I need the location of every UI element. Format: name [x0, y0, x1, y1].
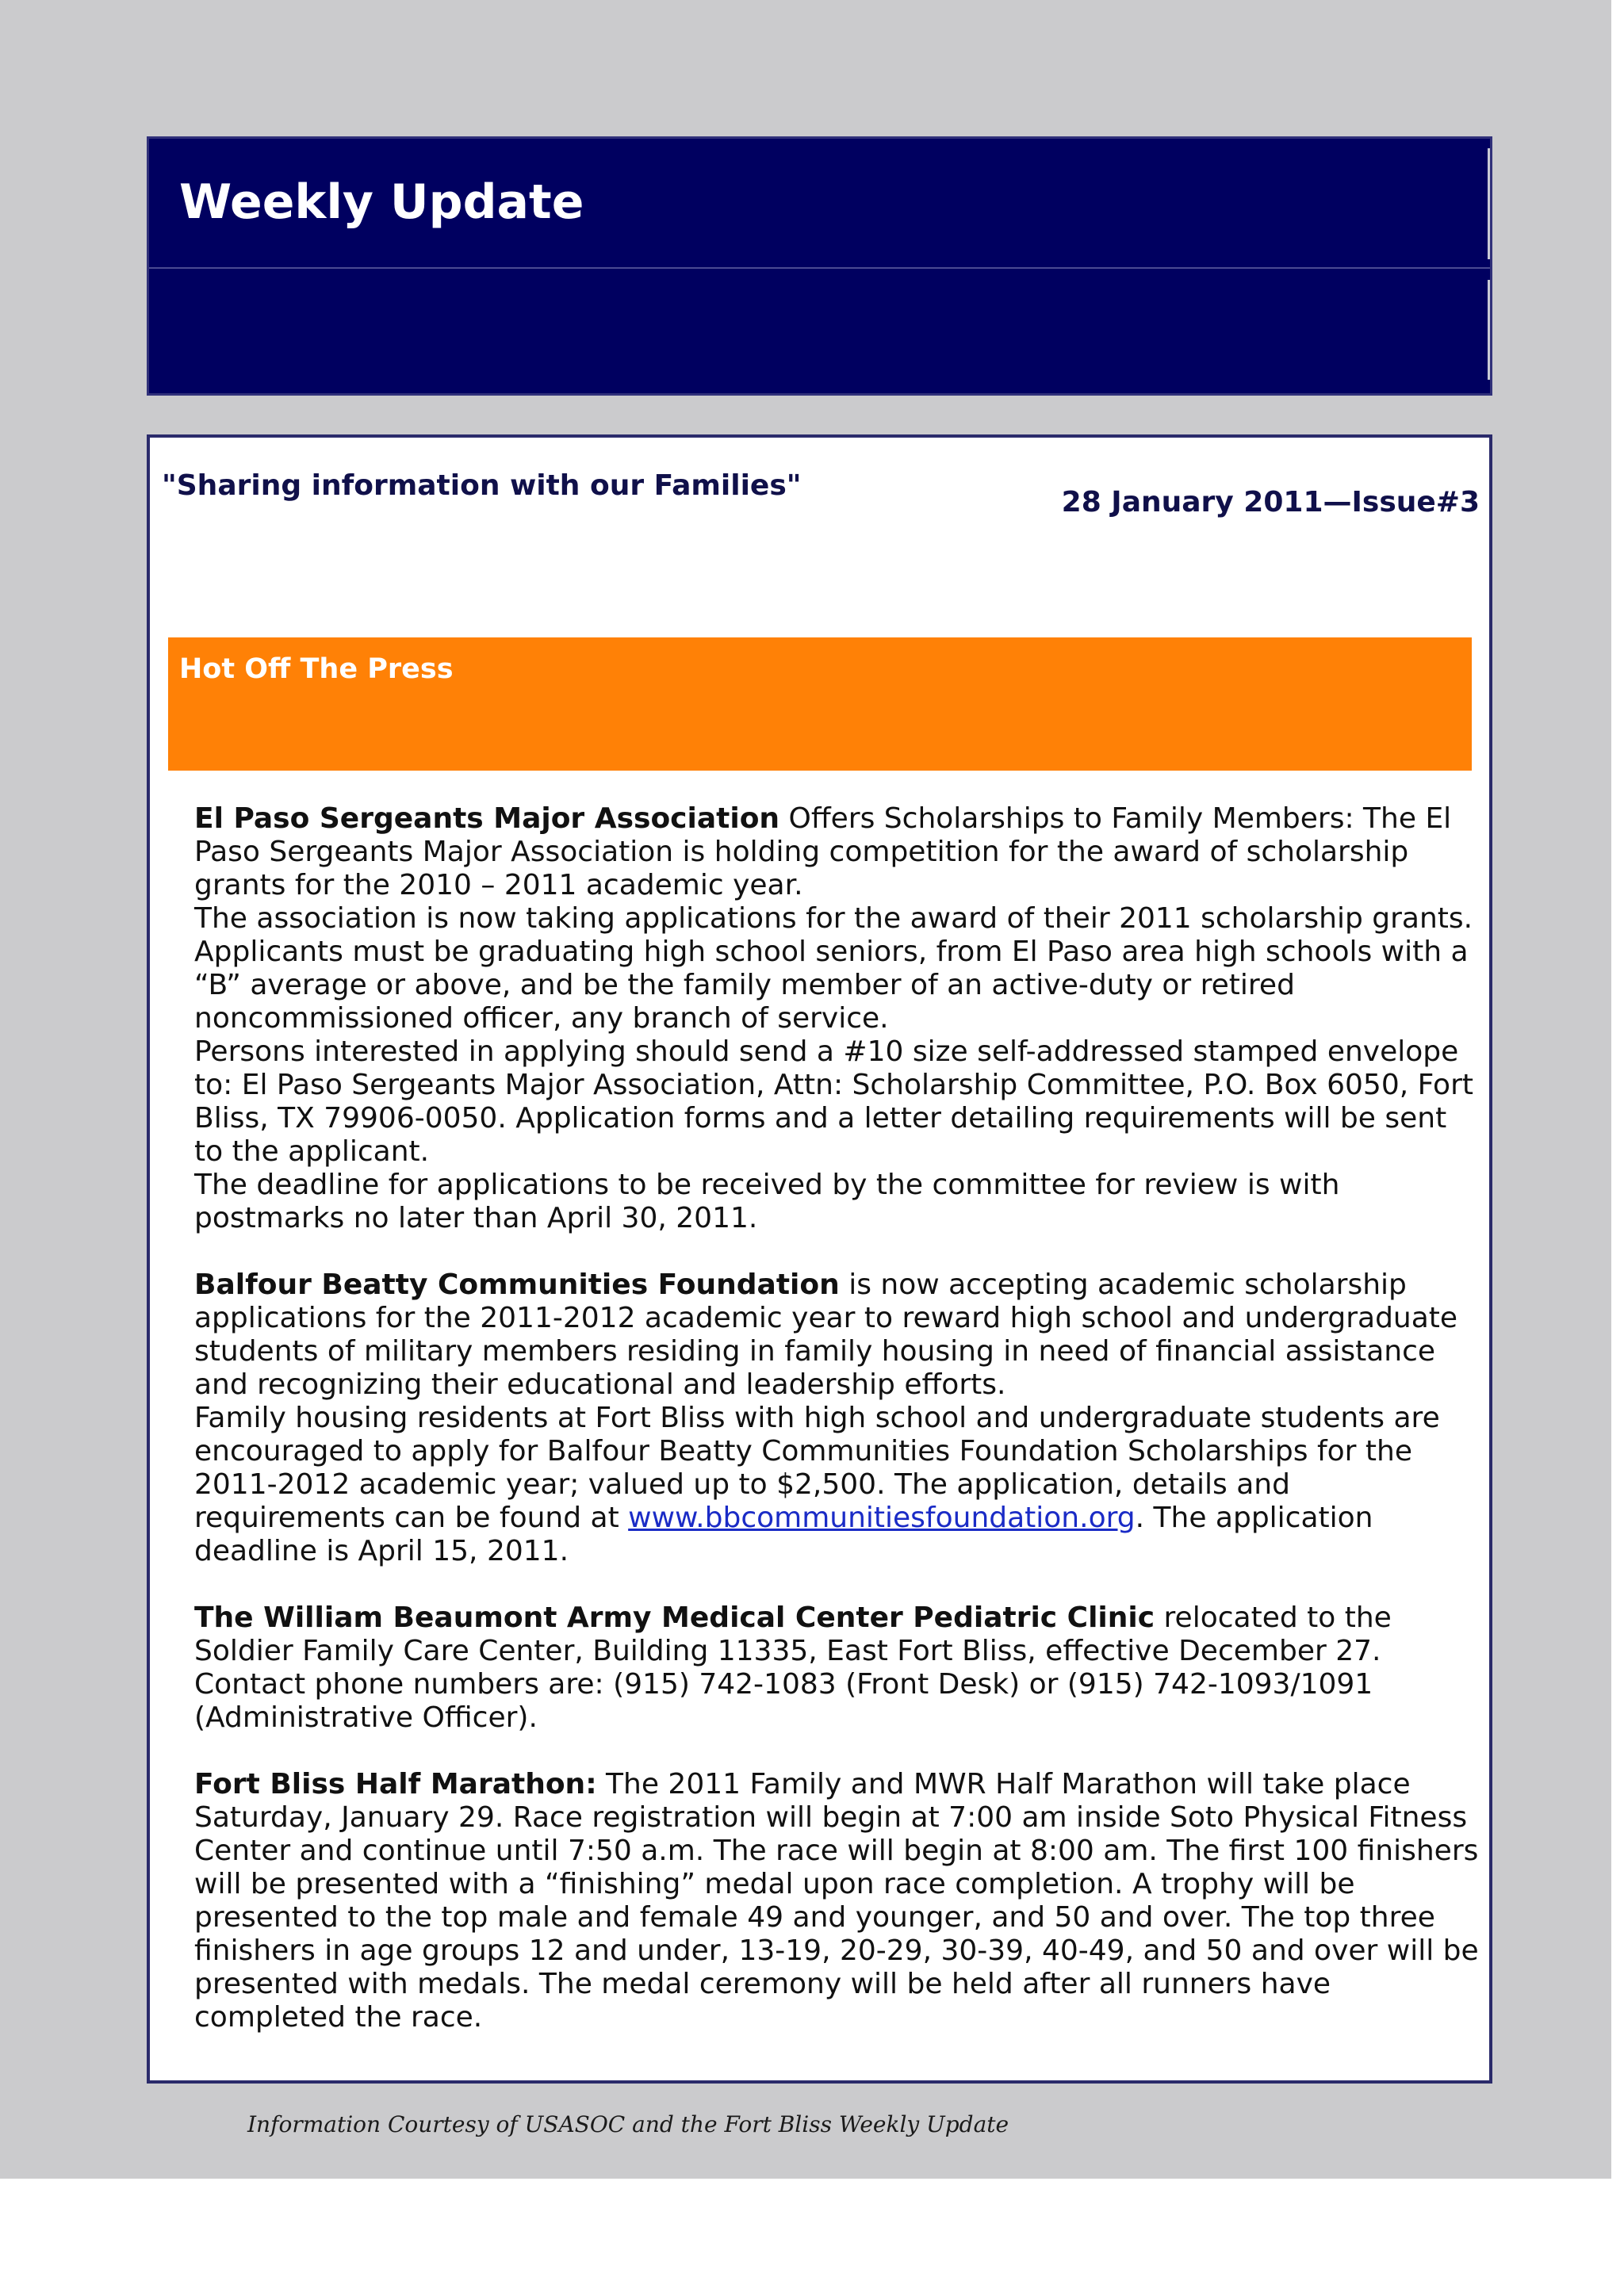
newsletter-body: [147, 434, 1492, 2084]
article-paragraph: [194, 802, 1479, 902]
article-list: [194, 802, 1479, 2068]
article-half-marathon: [194, 1768, 1479, 2034]
article-sgm-scholarship: [194, 802, 1479, 1235]
article-paragraph: The association is now taking applications for the award of their 2011 scholarship grants. Applicants must be graduating high school seniors, from El Paso area high schools with a “B” average or above, and be the family member of an active-duty or retired noncommissioned officer, any branch of service.: [194, 902, 1473, 1035]
article-lead: El Paso Sergeants Major Association: [194, 802, 780, 835]
article-paragraph: [194, 1601, 1479, 1735]
footer-credit: Information Courtesy of USASOC and the Fort Bliss Weekly Update: [247, 2111, 1009, 2137]
tagline: "Sharing information with our Families": [162, 469, 802, 502]
article-lead: The William Beaumont Army Medical Center Pediatric Clinic: [194, 1601, 1155, 1634]
article-paragraph: [194, 1768, 1479, 2034]
article-lead: Fort Bliss Half Marathon:: [194, 1768, 597, 1800]
article-paragraph: [194, 1402, 1479, 1568]
article-balfour-scholarship: [194, 1269, 1479, 1568]
article-text: relocated to the Soldier Family Care Center, Building 11335, East Fort Bliss, effective December 27. Contact phone numbers are: (915) 742-1083 (Front Desk) or (915) 742-1093/1091 (Administrative Officer).: [194, 1601, 1392, 1734]
article-paragraph: Persons interested in applying should send a #10 size self-addressed stamped envelope to: El Paso Sergeants Major Association, Attn: Scholarship Committee, P.O. Box 6050, Fort Bliss, TX 79906-0050. Application forms and a letter detailing requirements will be sent to the applicant.: [194, 1035, 1473, 1168]
section-banner: [168, 637, 1472, 771]
header-edge-line: [1488, 148, 1490, 259]
foundation-link[interactable]: www.bbcommunitiesfoundation.org: [628, 1502, 1136, 1534]
article-text: Family housing residents at Fort Bliss with high school and undergraduate students are encouraged to apply for Balfour Beatty Communities Foundation Scholarships for the 2011-2012 academic year; valued up to $2,500. The application, details and requirements can be found at: [194, 1402, 1440, 1534]
article-text: . The application deadline is April 15, 2011.: [194, 1502, 1373, 1567]
article-text: is now accepting academic scholarship applications for the 2011-2012 academic year to reward high school and undergraduate students of military members residing in family housing in need of financial assistance and recognizing their educational and leadership efforts.: [194, 1269, 1458, 1401]
newsletter-title: Weekly Update: [179, 174, 584, 230]
article-lead: Balfour Beatty Communities Foundation: [194, 1269, 840, 1301]
section-title: Hot Off The Press: [179, 653, 454, 685]
header-divider: [149, 267, 1490, 269]
header-edge-line: [1488, 280, 1490, 380]
article-paragraph: [194, 1269, 1479, 1402]
article-text: Offers Scholarships to Family Members: The El Paso Sergeants Major Association is holding competition for the award of scholarship grants for the 2010 – 2011 academic year.: [194, 802, 1452, 901]
issue-date: 28 January 2011—Issue#3: [1061, 486, 1480, 519]
article-text: The 2011 Family and MWR Half Marathon will take place Saturday, January 29. Race registration will begin at 7:00 am inside Soto Physical Fitness Center and continue until 7:50 a.m. The race will begin at 8:00 am. The first 100 finishers will be presented with a “finishing” medal upon race completion. A trophy will be presented to the top male and female 49 and younger, and 50 and over. The top three finishers in age groups 12 and under, 13-19, 20-29, 30-39, 40-49, and 50 and over will be presented with medals. The medal ceremony will be held after all runners have completed the race.: [194, 1768, 1479, 2034]
newsletter-header: [147, 136, 1492, 396]
article-paragraph: The deadline for applications to be received by the committee for review is with postmarks no later than April 30, 2011.: [194, 1169, 1340, 1234]
article-pediatric-clinic: [194, 1601, 1479, 1735]
